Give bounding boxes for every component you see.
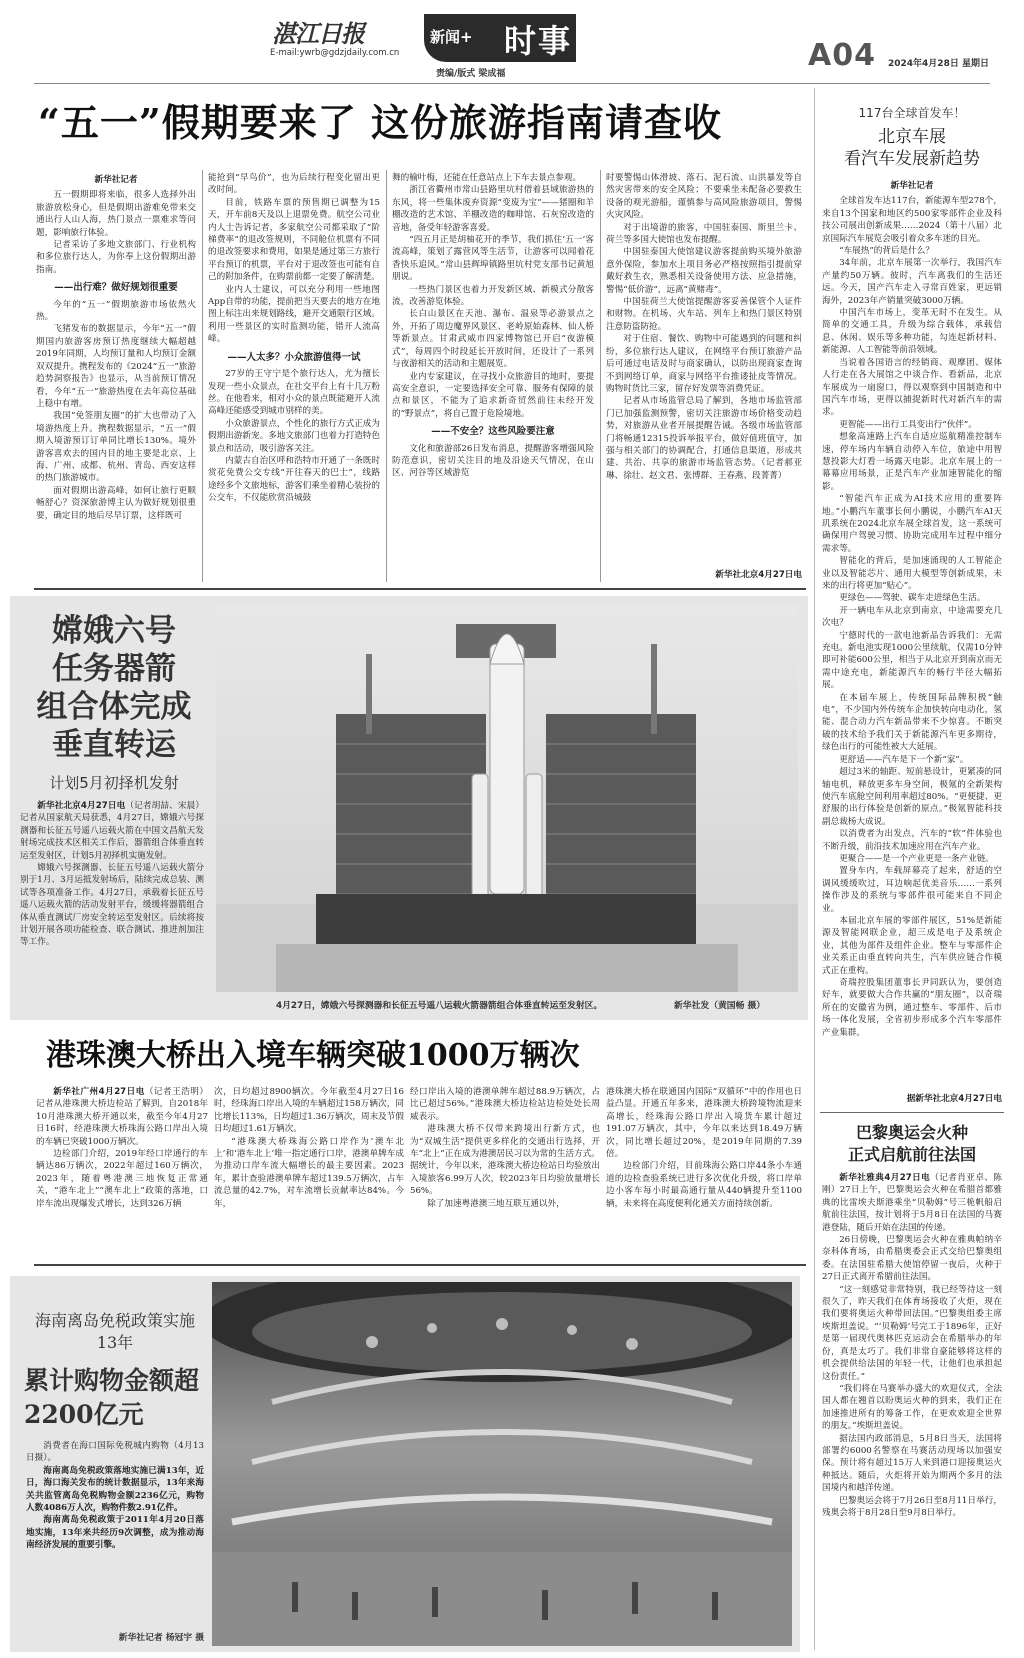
olympic-dateline: 新华社雅典4月27日电 bbox=[839, 1173, 931, 1183]
masthead-rule bbox=[34, 83, 990, 84]
bridge-headline: 港珠澳大桥出入境车辆突破1000万辆次 bbox=[46, 1038, 580, 1073]
masthead-logo: 湛江日报 bbox=[272, 19, 364, 48]
lead-dateline-end: 新华社北京4月27日电 bbox=[715, 570, 802, 580]
rocket-caption: 4月27日，嫦娥六号探测器和长征五号遥八运载火箭器箭组合体垂直转运至发射区。 bbox=[276, 1001, 603, 1011]
masthead bbox=[0, 0, 1024, 80]
lead-col-2: 能抢到“早鸟价”，也为后续行程变化留出更改时间。 目前，铁路车票的预售期已调整为15天，开车前8天及以上退票免费。航空公司业内人士告诉记者，多家航空公司都采取了“阶梯费率”的退改签规则，不同舱位机票有不同的退改签要求和费用，如果是通过第三方旅行平台预订的机票，平台对于退改签也可能有自己的附加条件，在购票前都一定要了解清楚。 业内人士建议，可以充分利用一些地图App自带的功能，提前把当天要去的地方在地图上标注出来规划路线，避开交通限行区域。利用一些景区的实时监测功能，错开人流高峰。 ——人太多？小众旅游值得一试 27岁的王守宁是个旅行达人，尤为擅长发现一些小众景点，在社交平台上有十几万粉丝。在他看来，相对小众的景点既能避开人流高峰还能感受到城市别样的美。 小众旅游景点，个性化的旅行方式正成为假期出游新宠。多地文旅部门也着力打造特色景点和活动，吸引游客关注。 内蒙古自治区呼和浩特市开通了一条既时赏花免费公交专线“开往春天的巴士”，线路途经多个文旅地标，游客们乘坐着精心装扮的公交车，不仅能欣赏沿城鼓 bbox=[208, 173, 380, 504]
lead-col-4: 时要警惕山体滑坡、落石、泥石流、山洪暴发等自然灾害带来的安全风险；不要乘坐未配备必要救生设备的观光游船，谨慎参与高风险旅游项目，警惕火灾风险。 对于出境游的旅客，中国驻泰国、斯里兰卡、荷兰等多国大使馆也发布提醒。 中国驻泰国大使馆建议游客提前购买境外旅游意外保险，参加水上项目务必严格按照指引提前穿戴好救生衣，熟悉相关设备使用方法、应急措施，警惕“低价游”，远离“黄赌毒”。 中国驻荷兰大使馆提醒游客妥善保管个人证件和财物。在机场、火车站、列车上和热门景区特别注意防盗防抢。 对于住宿、餐饮、购物中可能遇到的问题和纠纷，多位旅行达人建议，在网络平台预订旅游产品后可通过电话及时与商家确认，以防出现商家查询不到网络订单，商家与网络平台推诿扯皮等情况。购物时货比三家，留存好发票等消费凭证。 记者从市场监管总局了解到，各地市场监管部门已加强监测预警，密切关注旅游市场价格变动趋势，对旅游从业者开展提醒告诫。各级市场监管部门将畅通12315投诉举报平台，做好值班值守，加强与相关部门的协调配合，打通信息渠道，形成共建、共治、共享的旅游市场监管态势。（记者郝亚琳、徐壮、赵文君、张博群、王春燕、段菁菁） bbox=[606, 173, 802, 481]
col-divider bbox=[202, 170, 203, 582]
bridge-col-3: 经口岸出入境的港澳单牌车超过88.9万辆次，占比已超过56%。”港珠澳大桥边检站边检处处长周威表示。 港珠澳大桥不仅带来跨境出行新方式，也为“双城生活”提供更多样化的交通出行选择，开车“北上”正在成为港澳居民习以为常的生活方式。据统计，今年以来，港珠澳大桥边检站日均验放出入境旅客6.99万人次，较2023年日均验放量增长56%。 除了加速粤港澳三地互联互通以外， bbox=[410, 1087, 600, 1209]
section-rule bbox=[34, 1264, 806, 1266]
change6-body: 新华社北京4月27日电（记者胡喆、宋晨）记者从国家航天局获悉，4月27日，嫦娥六号探测器和长征五号遥八运载火箭在中国文昌航天发射场完成技术区相关工作后，器箭组合体垂直转运至发射区，计划5月初择机实施发射。 嫦娥六号探测器、长征五号遥八运载火箭分别于1月、3月运抵发射场后，陆续完成总装、测试等各项准备工作。4月27日，承载着长征五号遥八运载火箭的活动发射平台，缓缓将器箭组合体从垂直测试厂房安全转运至发射区。后续将按计划开展各项功能检查、联合测试、推进剂加注等工作。 bbox=[20, 801, 204, 948]
lead-subhead-2: ——人太多？小众旅游值得一试 bbox=[227, 351, 361, 363]
hainan-body: 消费者在海口国际免税城内购物（4月13日摄）。 海南离岛免税政策落地实施已满13年，近日，海口海关发布的统计数据显示，13年来海关共监管离岛免税购物金额2236亿元，购物人数4086万人次，购物件数2.91亿件。 海南离岛免税政策于2011年4月20日落地实施，13年来共经历9次调整，成为推动海南经济发展的重要引擎。 bbox=[26, 1441, 204, 1551]
col-divider bbox=[386, 170, 387, 582]
bridge-col-2: 次，日均超过8900辆次。今年截至4月27日16时，经珠海口岸出入境的车辆超过158万辆次，同比增长113%，日均超过1.36万辆次，周末及节假日均超过1.61万辆次。 “港珠澳大桥珠海公路口岸作为‘澳车北上’和‘港车北上’唯一指定通行口岸，港澳单牌车成为推动口岸车流大幅增长的最主要因素。2023年，累计查验港澳单牌车超过139.5万辆次，占车流总量的42.7%，对车流增长贡献率达84%。今年， bbox=[214, 1087, 404, 1209]
hainan-credit: 新华社记者 杨冠宇 摄 bbox=[118, 1633, 204, 1643]
auto-kicker: 117台全球首发车！ bbox=[858, 106, 966, 120]
hainan-headline: 累计购物金额超2200亿元 bbox=[24, 1366, 200, 1429]
auto-byline: 新华社记者 bbox=[890, 181, 934, 191]
rocket-credit: 新华社发（黄国畅 摄） bbox=[674, 1001, 766, 1011]
lead-byline: 新华社记者 bbox=[94, 175, 138, 185]
change6-dateline: 新华社北京4月27日电 bbox=[37, 801, 126, 811]
masthead-email: E-mail:ywrb@gdzjdaily.com.cn bbox=[270, 48, 400, 58]
section-rule bbox=[34, 588, 806, 590]
lead-subhead-1: ——出行难？做好规划很重要 bbox=[54, 282, 178, 294]
duty-free-mall-photo bbox=[212, 1282, 792, 1646]
lead-col-1: 新华社记者 五一假期即将来临，很多人选择外出旅游放松身心，但是假期出游难免带来交通出行人山人海，热门景点一票难求等问题，影响旅行体验。 记者采访了多地文旅部门、行业机构和多位旅行达人，为你奉上这份假期出游指南。 ——出行难？做好规划很重要 今年的“五一”假期旅游市场依然火热。 飞猪发布的数据显示，今年“五一”假期国内旅游客房预订热度继续大幅超越2019年同期，人均预订量和人均预订金额双双提升。携程发布的《2024“五一”旅游趋势洞察报告》也显示，从当前预订情况看，今年“五一”旅游热度在去年高位基础上稳中有增。 我国“免签朋友圈”的扩大也带动了入境游热度上升。携程数据显示，“五一”假期入境游预订订单同比增长130%。境外游客喜欢去的国内目的地主要是北京、上海、广州、成都、杭州、青岛、西安这样的热门旅游城市。 面对假期出游高峰，如何让旅行更顺畅舒心？资深旅游博主认为做好规划很重要，确定目的地后尽早订票，这样既可 bbox=[36, 175, 196, 521]
bridge-col-1: 新华社广州4月27日电（记者王浩明）记者从港珠澳大桥边检站了解到，自2018年10月港珠澳大桥开通以来，截至今年4月27日16时，经港珠澳大桥珠海公路口岸出入境的车辆已突破1000万辆次。 边检部门介绍，2019年经口岸通行的车辆达86万辆次，2022年超过160万辆次，2023年，随着粤港澳三地恢复正常通关，“港车北上”“澳车北上”政策的落地，口岸车流出现爆发式增长，达到326万辆 bbox=[36, 1087, 208, 1209]
issue-date: 2024年4月28日 星期日 bbox=[888, 59, 989, 69]
olympic-body: 新华社雅典4月27日电（记者肖亚卓、陈刚）27日上午，巴黎奥运会火种在希腊首都雅典的比雷埃夫斯港乘坐“贝勒姆”号三桅帆船启航前往法国，按计划将于5月8日在法国的马赛港登陆，随后开始在法国的传递。 26日傍晚，巴黎奥运会火种在雅典帕纳辛奈科体育场，由希腊奥委会正式交给巴黎奥组委。在法国驻希腊大使馆停留一夜后，火种于27日正式离开希腊前往法国。 “这一刻感觉非常特别，我已经等待这一刻很久了，昨天我们在体育场接收了火炬，现在我们要将奥运火种带回法国。”巴黎奥组委主席埃斯坦盖说。“‘贝勒姆’号完工于1896年，正好是第一届现代奥林匹克运动会在希腊举办的年份，真是太巧了。我们非常自豪能够将这样的机会提供给法国的年轻一代，让他们也承担起这份责任。” “我们将在马赛举办盛大的欢迎仪式，全法国人都在翘首以盼奥运火种的到来，我们正在加速推进所有的筹备工作，在更欢欢迎全世界的朋友。”埃斯坦盖说。 据法国内政部消息，5月8日当天，法国将部署约6000名警察在马赛活动现场以加强安保。预计将有超过15万人来到港口迎接奥运火种抵达。随后，火炬将开始为期两个多月的法国境内和越洋传递。 巴黎奥运会将于7月26日至8月11日举行，残奥会将于8月28日至9月8日举行。 bbox=[822, 1173, 1002, 1518]
change6-subtitle: 计划5月初择机发射 bbox=[49, 774, 179, 792]
lead-headline: “五一”假期要来了 这份旅游指南请查收 bbox=[38, 100, 722, 145]
col-divider bbox=[600, 170, 601, 582]
hainan-kicker: 海南离岛免税政策实施13年 bbox=[34, 1311, 195, 1352]
bridge-dateline: 新华社广州4月27日电 bbox=[53, 1087, 145, 1097]
right-rule bbox=[820, 1112, 1004, 1113]
lead-col-3: 舞的榆叶梅，还能在任意站点上下车去景点参观。 浙江省衢州市常山县路里坑村借着县域旅游热的东风，将一些集体废弃资源“变废为宝”——猪圈和羊棚改造的艺术馆、羊棚改造的咖啡馆、石灰窑改造的音地，备受年轻游客喜爱。 “四五月正是胡柚花开的季节，我们抓住‘五一’客流高峰，策划了露营风等生活节，让游客可以闻着花香快乐追风。”常山县辉埠镇路里坑村党支部书记黄旭朋说。 一些热门景区也着力开发新区域、新模式分散客流，改善游览体验。 长白山景区在天池、瀑布、温泉等必游景点之外，开拓了周边魔界风景区、老岭原始森林、仙人桥等新景点。甘肃武威市四家博物馆已开启“夜游模式”，每周四个时段延长开放时间，还设计了一系列与夜游相关的活动和主题展览。 业内专家建议，在寻找小众旅游目的地时，要提高安全意识，一定要选择安全可靠、服务有保障的景点和景区，不能为了追求新奇贸然前往未经开发的“野景点”，将自己置于危险境地。 ——不安全？这些风险要注意 文化和旅游部26日发布消息，提醒游客增强风险防范意识，密切关注目的地及沿途天气情况，在山区、河谷等区域游览 bbox=[392, 173, 594, 479]
mall-atrium-image bbox=[212, 1282, 792, 1646]
auto-body: 新华社记者 全球首发车达117台，新能源车型278个，来自13个国家和地区约500家零部件企业及科技公司展出创新成果……2024（第十八届）北京国际汽车展览会吸引着众多车迷的目光。 “车展热”的背后是什么？ 34年前，北京车展第一次举行，我国汽车产量约50万辆。彼时，汽车离我们的生活还远。今天，国产汽车走入寻常百姓家，更远销海外，2023年产销量突破3000万辆。 中国汽车市场上，变革无时不在发生。从简单的交通工具，升级为综合载体，承载信息、休闲、娱乐等多种功能，勾连起新材料、新能源、人工智能等前沿领域。 当说着各国语言的经销商、观摩团、媒体人行走在各大展馆之中谈合作、看新品，北京车展成为一扇窗口，得以观察到中国制造和中国汽车市场，更得以捕捉新时代对新汽车的需求。 更智能——出行工具变出行“伙伴”。 想象高速路上汽车自适应巡航精准控制车速，停车场内车辆自动停入车位，旅途中用智慧投影大灯看一场露天电影。北京车展上的一幕幕应用场景，正是汽车产业加速智能化的缩影。 “智能汽车正成为AI技术应用的重要阵地。”小鹏汽车董事长何小鹏说，小鹏汽车AI天玑系统在2024北京车展全球首发，这一系统可确保用户驾驶习惯、协助完成用车过程中细分需求等。 智能化的背后，是加速涌现的人工智能企业以及智能芯片、通用大模型等创新成果，未来的出行将更加“贴心”。 更绿色——驾驶、碳车走进绿色生活。 开一辆电车从北京到南京，中途需要充几次电？ 宁德时代的一款电池新品告诉我们：无需充电。新电池实现1000公里续航，仅需10分钟即可补能600公里，相当于从北京开到南京而无需中途充电，新能源汽车的畅行半径大幅拓展。 在本届车展上，传统国际品牌积极“触电”，不少国内外传统车企加快转向电动化，氢能、混合动力汽车新品带来不少惊喜。不断突破的技术给予我们关于新能源汽车更多期待，绿色出行的可能性被大大延展。 更舒适——汽车是下一个新“家”。 超过3米的轴距、短前悬设计，更紧凑的同轴电机，释放更多车身空间，极氪的全新架构使汽车底舱空间利用率超过80%。“更便捷、更舒服的出行体验是创新的原点。”极氪智能科技副总裁杨大成说。 以消费者为出发点，汽车的“软”件体验也不断升级，前沿技术加速应用在汽车产业。 更聚合——是一个产业更是一条产业链。 置身车内，车载屏幕亮了起来，舒适的空调风缓缓吹过，耳边响起优美音乐……一系列操作涉及的系统与零部件很可能来自不同企业。 本届北京车展的零部件展区，51%是新能源及智能网联企业，超三成是电子及系统企业，其他为部件及组件企业。整车与零部件企业关系正由垂直转向共生，汽车供应链合作模式正在重构。 奇瑞控股集团董事长尹同跃认为，要创造好车，就要做大合作共赢的“朋友圈”，以奇瑞所在的安徽省为例，通过整车、零部件、后市场一体化发展，全省初步形成多个汽车零部件产业集群。 bbox=[822, 181, 1002, 1038]
olympic-headline: 巴黎奥运会火种 正式启航前往法国 bbox=[847, 1123, 976, 1164]
bridge-col-4: 港珠澳大桥在联通国内国际“双循环”中的作用也日益凸显。开通五年多来，港珠澳大桥跨境物流迎来高增长，经珠海公路口岸出入境货车累计超过191.07万辆次，其中，今年以来达到18.49万辆次，同比增长超过20%，是2019年同期的7.39倍。 边检部门介绍，目前珠海公路口岸44条小车通道的边检查验系统已进行多次优化升级，将口岸单边小客车每小时最高通行量从440辆提升至1100辆，未来将在高度便利化通关方面持续创新。 bbox=[606, 1087, 802, 1209]
editor-credit: 责编/版式 梁成福 bbox=[436, 69, 506, 79]
auto-dateline: 据新华社北京4月27日电 bbox=[906, 1094, 1002, 1104]
rocket-photo bbox=[216, 604, 798, 992]
lead-subhead-3: ——不安全？这些风险要注意 bbox=[431, 426, 555, 438]
auto-headline: 北京车展 看汽车发展新趋势 bbox=[844, 127, 980, 169]
page-number: A04 bbox=[808, 38, 876, 73]
section-tag: 新闻+ bbox=[430, 28, 473, 46]
section-title: 时事 bbox=[504, 22, 573, 60]
change6-headline: 嫦娥六号 任务器箭 组合体完成 垂直转运 bbox=[36, 613, 192, 763]
right-column-divider bbox=[814, 88, 815, 1650]
launch-tower-image bbox=[216, 604, 798, 992]
